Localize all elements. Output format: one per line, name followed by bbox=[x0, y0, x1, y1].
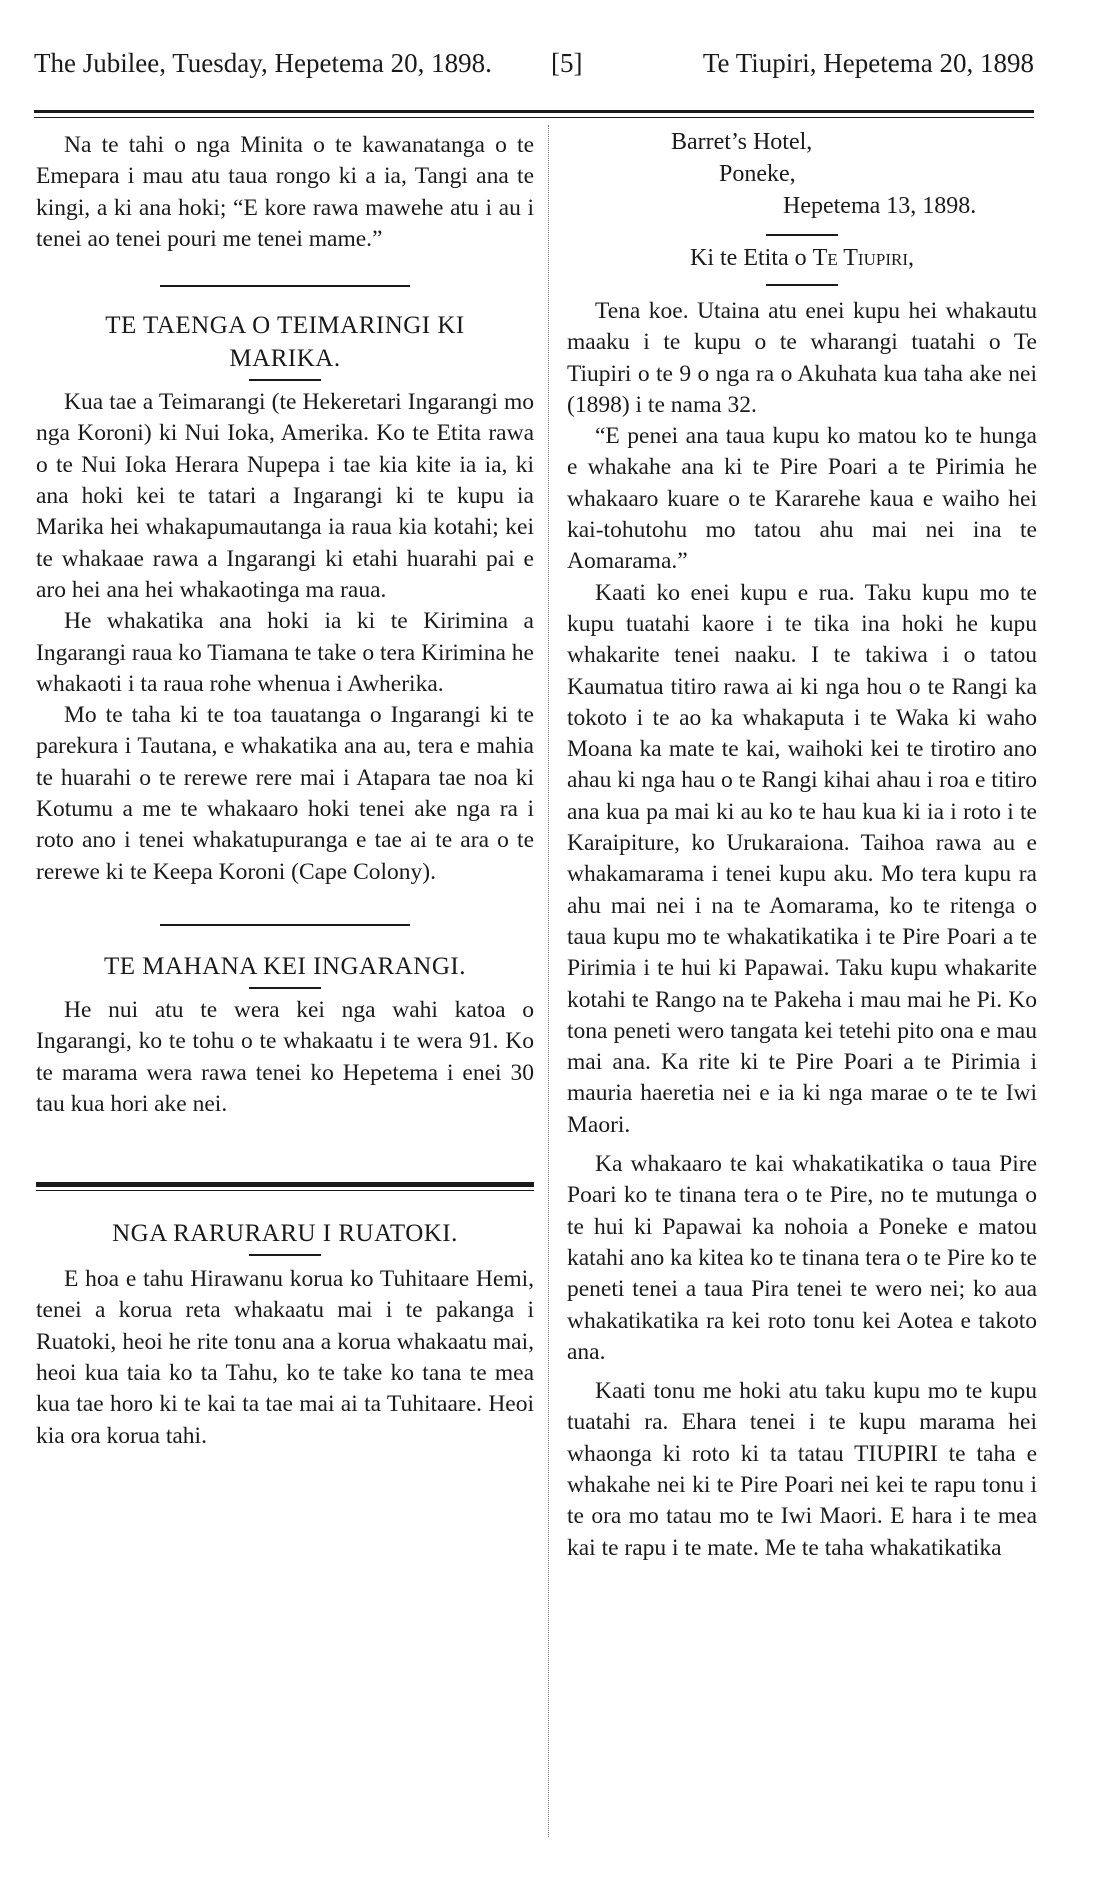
heading-underline bbox=[249, 987, 321, 989]
section-heading-mahana: TE MAHANA KEI INGARANGI. bbox=[104, 952, 466, 980]
letter-paragraph: Kaati tonu me hoki atu taku kupu mo te kupu tuatahi ra. Ehara tenei i te kupu marama hei whaonga ki roto ki ta tatau TIUPIRI te taha e whakahe nei ki te Pire Poari nei kei te rapu tonu i te ora mo tatau mo te Iwi Maori. E hara i te mea kai te rapu i te mate. Me te taha whakatikatika bbox=[567, 1378, 1037, 1561]
section-rule bbox=[160, 285, 410, 287]
header-rule-thin bbox=[34, 117, 1034, 118]
salutation-prefix: Ki te Etita o bbox=[690, 245, 813, 271]
paragraph: He nui atu te wera kei nga wahi katoa o Ingarangi, ko te tohu o te whakaatu i te wera 91. Ko te marama wera rawa tenei ko Hepetema i enei 30 tau kua hori ake nei. bbox=[36, 996, 534, 1117]
salutation-rule bbox=[766, 284, 838, 286]
double-rule-thin bbox=[36, 1190, 534, 1191]
column-divider bbox=[548, 125, 549, 1837]
right-column bbox=[567, 126, 1037, 1564]
double-rule-thick bbox=[36, 1182, 534, 1187]
page-number: [5] bbox=[551, 48, 583, 78]
section-heading-teimaringi: TE TAENGA O TEIMARINGI KI MARIKA. bbox=[105, 312, 465, 373]
intro-paragraph: Na te tahi o nga Minita o te kawanatanga o te Emepara i mau atu taua rongo ki a ia, Tangi ana te kingi, a ki ana hoki; “E kore rawa mawehe atu i au i tenei ao tenei pouri me tenei mame.” bbox=[36, 132, 534, 252]
address-rule bbox=[766, 234, 838, 236]
address-line: Poneke, bbox=[719, 161, 796, 187]
section-rule bbox=[160, 924, 410, 926]
heading-underline bbox=[249, 1254, 321, 1256]
paragraph: He whakatika ana hoki ia ki te Kirimina a Ingarangi raua ko Tiamana te take o tera Kirimina he whakaoti i ta raua rohe whenua i Awherika. bbox=[36, 608, 534, 697]
paragraph: Mo te taha ki te toa tauatanga o Ingarangi ki te parekura i Tautana, e whakatika ana au, tera e mahia te huarahi o te rerewe rere mai i Atapara tae noa ki Kotumu a me te whakaaro hoki tenei ake nga ra i roto ano i tenei whakatupuranga e tae ai te ara o te rerewe ki te Keepa Koroni (Cape Colony). bbox=[36, 702, 534, 885]
left-column bbox=[36, 126, 534, 1452]
header-right: Te Tiupiri, Hepetema 20, 1898 bbox=[702, 48, 1034, 78]
letter-paragraph: Kaati ko enei kupu e rua. Taku kupu mo te kupu tuatahi kaore i te tika ina hoki he kupu whakarite tenei naaku. I te takiwa i o tatou Kaumatua titiro rawa ai ki nga hou o te Rangi ka tokoto i te ao ka whakaputa i te Waka ki waho Moana ka mate te kai, waihoki kei te tirotiro ano ahau ki nga hau o te Rangi kihai ahau i roa e titiro ana kua pa mai ki au ko te hau kua ki ia i roto i te Karaipiture, ko Urukaraiona. Taihoa rawa au e whakamarama i tenei kupu aku. Mo tera kupu ra ahu mai nei i na te Aomarama, ko te ritenga o taua kupu mo te whakatikatika i te Pire Poari a te Pirimia i te hui ki Papawai. Taku kupu whakarite kotahi te Rango na te Pakeha i mau mai he Pi. Ko tona peneti wero tangata kei tetehi pito ona e mau mai ana. Ka rite ki te Pire Poari a te Pirimia i mauria haeretia nei e ia ki nga marae o te te Iwi Maori. bbox=[567, 579, 1037, 1138]
letter-paragraph: “E penei ana taua kupu ko matou ko te hunga e whakahe ana ki te Pire Poari a te Pirimia he whakaaro kuare o te Kararehe kaua e waiho hei kai-tohutohu mo tatou ahu mai nei ina te Aomarama.” bbox=[567, 423, 1037, 575]
salutation-name: Te Tiupiri, bbox=[812, 245, 914, 271]
letter-paragraph: Tena koe. Utaina atu enei kupu hei whakautu maaku i te kupu o te wharangi tuatahi o Te Tiupiri o te 9 o nga ra o Akuhata kua taha ake nei (1898) i te nama 32. bbox=[567, 298, 1037, 418]
header-rule-thick bbox=[34, 110, 1034, 113]
paragraph: E hoa e tahu Hirawanu korua ko Tuhitaare Hemi, tenei a korua reta whakaatu mai i te pakanga i Ruatoki, heoi he rite tonu ana a korua whakaatu mai, heoi kua taia ko ta Tahu, ko te take ko tana te mea kua tae horo ki te kai ta tae mai ai ta Tuhitaare. Heoi kia ora korua tahi. bbox=[36, 1266, 534, 1449]
salutation bbox=[567, 242, 1037, 274]
heading-underline bbox=[249, 379, 321, 381]
section-heading-ruatoki: NGA RARURARU I RUATOKI. bbox=[112, 1220, 458, 1248]
letter-paragraph: Ka whakaaro te kai whakatikatika o taua Pire Poari ko te tinana tera o te Pire, no te mutunga o te hui ki Papawai ka nohoia a Poneke e matou katahi ano ka kitea ko te tinana tera o te Pire ko te peneti tenei a taua Pira tenei te wero nei; ko aua whakatikatika ra kei roto tonu kei Aotea e takoto ana. bbox=[567, 1151, 1037, 1365]
address-line: Hepetema 13, 1898. bbox=[783, 193, 977, 219]
header-left: The Jubilee, Tuesday, Hepetema 20, 1898. bbox=[34, 48, 492, 78]
address-line: Barret’s Hotel, bbox=[671, 129, 813, 155]
paragraph: Kua tae a Teimarangi (te Hekeretari Ingarangi mo nga Koroni) ki Nui Ioka, Amerika. Ko te Etita rawa o te Nui Ioka Herara Nupepa i tae kia kite ia ia, ki ana hoki kei te tatari a Ingarangi ki te kupu ia Marika hei whakapumautanga ia raua kia kotahi; kei te whakaae rawa a Ingarangi ki etahi huarahi pai e aro hei ana hei whakaotinga ma raua. bbox=[36, 389, 534, 603]
